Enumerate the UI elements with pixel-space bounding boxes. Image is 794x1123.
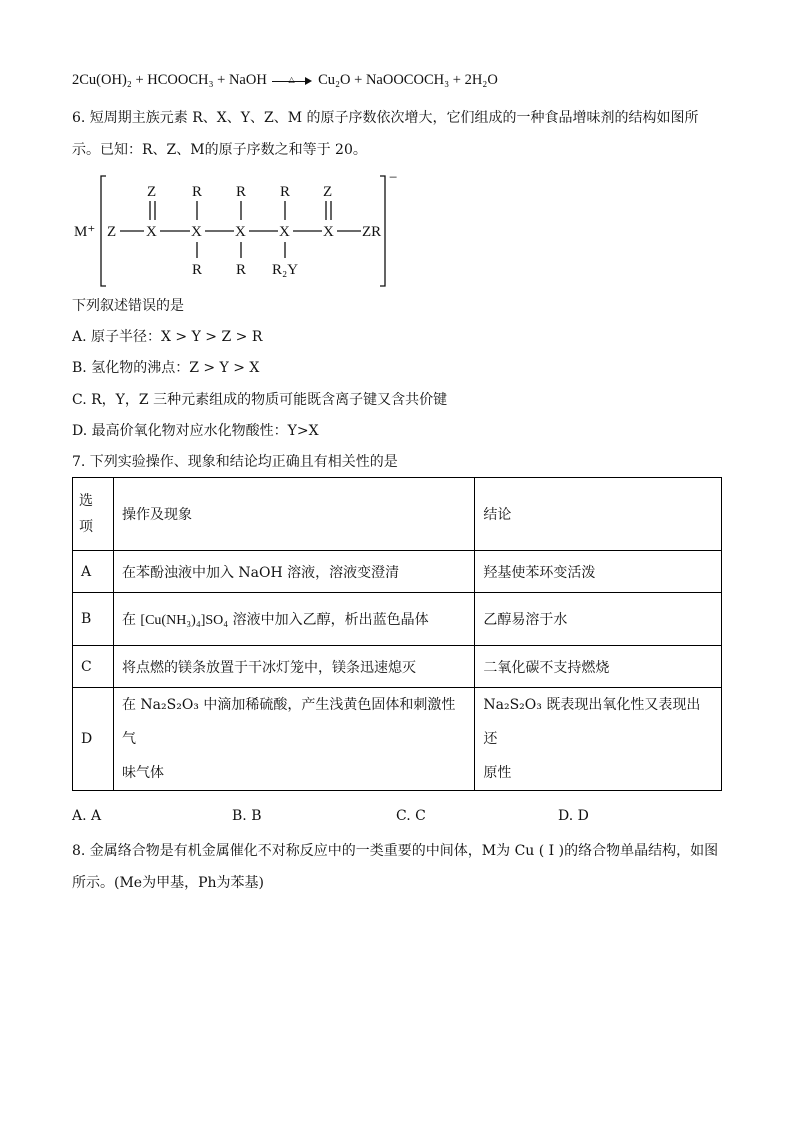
row-operation-line2: 味气体 [121, 765, 164, 781]
answer-b: B. B [232, 808, 262, 824]
row-option: B [73, 593, 114, 646]
cation-label: M⁺ [74, 224, 96, 240]
q8-stem-line1: 8. 金属络合物是有机金属催化不对称反应中的一类重要的中间体，M为 Cu ( I )的络合物单晶结构，如图 [72, 843, 719, 859]
q7-table [72, 477, 722, 791]
reaction-arrow-icon [272, 74, 312, 88]
table-row [73, 688, 722, 791]
top-label-5: Z [323, 184, 333, 200]
row-conclusion: 乙醇易溶于水 [475, 593, 722, 646]
row-operation [113, 593, 474, 646]
header-option [73, 478, 114, 551]
right-group-label: ZR [362, 224, 382, 240]
answer-c: C. C [396, 808, 426, 824]
q6-prompt: 下列叙述错误的是 [72, 298, 184, 314]
row-option: A [73, 551, 114, 593]
top-label-3: R [236, 184, 247, 200]
row-operation-post: 溶液中加入乙醇，析出蓝色晶体 [232, 612, 429, 628]
q6-stem-line2: 示。已知：R、Z、M的原子序数之和等于 20。 [72, 142, 367, 158]
row-operation-pre: 在 [121, 612, 136, 628]
row-conclusion-line1: Na₂S₂O₃ 既表现出氧化性又表现出还 [483, 697, 701, 747]
row-operation [113, 688, 474, 791]
row-operation-line1: 在 Na₂S₂O₃ 中滴加稀硫酸，产生浅黄色固体和刺激性气 [121, 697, 456, 747]
top-equation [72, 70, 498, 90]
heat-condition: △ [288, 74, 295, 84]
chain-atom-4: X [279, 224, 290, 240]
row-operation: 在苯酚浊液中加入 NaOH 溶液，溶液变澄清 [113, 551, 474, 593]
q6-stem-line1: 6. 短周期主族元素 R、X、Y、Z、M 的原子序数依次增大，它们组成的一种食品增味剂的结构如图所 [72, 110, 699, 126]
q7-stem: 7. 下列实验操作、现象和结论均正确且有相关性的是 [72, 454, 398, 470]
top-label-2: R [192, 184, 203, 200]
top-label-1: Z [147, 184, 157, 200]
answer-d: D. D [558, 808, 589, 824]
charge-label: − [389, 172, 398, 186]
table-row [73, 551, 722, 593]
row-conclusion-line2: 原性 [483, 765, 512, 781]
q8-stem-line2: 所示。(Me为甲基，Ph为苯基) [72, 875, 264, 891]
header-operation: 操作及现象 [113, 478, 474, 551]
row-conclusion: 二氧化碳不支持燃烧 [475, 646, 722, 688]
bottom-label-1: R [192, 262, 203, 278]
table-header-row [73, 478, 722, 551]
answer-a: A. A [72, 808, 102, 824]
table-row [73, 593, 722, 646]
q6-option-a: A. 原子半径：X > Y > Z > R [72, 329, 263, 345]
bottom-label-3: R₂Y [272, 262, 299, 278]
q6-option-c: C. R，Y，Z 三种元素组成的物质可能既含离子键又含共价键 [72, 392, 448, 408]
table-row [73, 646, 722, 688]
chain-atom-1: X [146, 224, 157, 240]
top-label-4: R [280, 184, 291, 200]
row-operation: 将点燃的镁条放置于干冰灯笼中，镁条迅速熄灭 [113, 646, 474, 688]
equation-reactants: 2Cu(OH)₂ + HCOOCH₃ + NaOH [72, 72, 267, 88]
header-conclusion: 结论 [475, 478, 722, 551]
chain-atom-5: X [323, 224, 334, 240]
q6-option-d: D. 最高价氧化物对应水化物酸性：Y>X [72, 423, 319, 439]
left-group-label: Z [107, 224, 117, 240]
chain-atom-2: X [191, 224, 202, 240]
equation-products: Cu₂O + NaOOCOCH₃ + 2H₂O [318, 72, 498, 88]
row-conclusion [475, 688, 722, 791]
q6-structure-diagram [72, 172, 412, 290]
header-option-line1: 选 [79, 493, 93, 509]
row-option: C [73, 646, 114, 688]
row-option: D [73, 688, 114, 791]
q6-option-b: B. 氢化物的沸点：Z > Y > X [72, 360, 260, 376]
header-option-line2: 项 [79, 519, 93, 535]
row-conclusion: 羟基使苯环变活泼 [475, 551, 722, 593]
chain-atom-3: X [235, 224, 246, 240]
bottom-label-2: R [236, 262, 247, 278]
row-operation-formula: [Cu(NH₃)₄]SO₄ [140, 613, 229, 628]
